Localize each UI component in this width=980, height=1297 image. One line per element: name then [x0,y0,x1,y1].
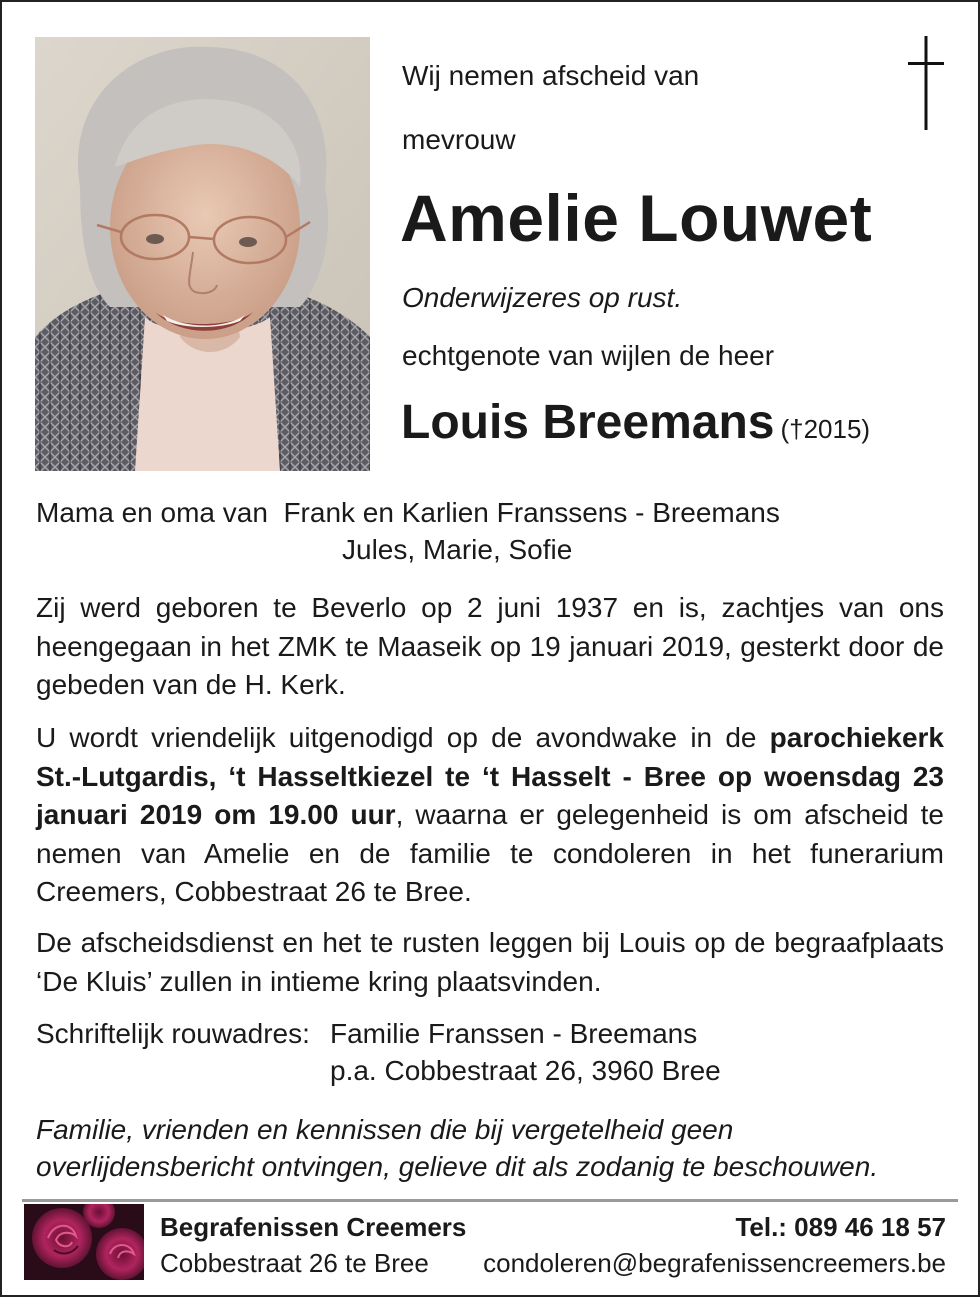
wake-paragraph [36,719,944,912]
footer-divider [22,1199,958,1202]
occupation: Onderwijzeres op rust. [402,282,683,313]
wake-intro: U wordt vriendelijk uitgenodigd op de avondwake in de [36,722,757,753]
cross-icon [906,36,946,130]
intro-line: Wij nemen afscheid van [402,60,700,91]
spouse-intro: echtgenote van wijlen de heer [402,340,775,371]
spouse-block [401,395,870,450]
wake-rest: , waarna er gelegenheid is om afscheid te nemen van Amelie en de familie te condoleren in het funerarium Creemers, Cobbestraat 26 te Bree. [36,799,944,907]
company-name: Begrafenissen Creemers [160,1212,467,1242]
family-children: Mama en oma van Frank en Karlien Franssens - Breemans [36,497,780,528]
wake-place-time: parochiekerk St.-Lutgardis, ‘t Hasseltkiezel te ‘t Hasselt - Bree op woensdag 23 januari 2019 om 19.00 uur [36,722,944,830]
company-street: Cobbestraat 26 te Bree [160,1248,429,1278]
spouse-death-year: (†2015) [780,414,871,444]
family-grandchildren: Jules, Marie, Sofie [342,534,573,565]
deceased-name: Amelie Louwet [400,181,873,255]
birth-death-paragraph: Zij werd geboren te Beverlo op 2 juni 1937 en is, zachtjes van ons heengegaan in het ZMK te Maaseik op 19 januari 2019, gesterkt door de gebeden van de H. Kerk. [36,592,944,700]
portrait-photo [35,37,370,471]
spouse-name: Louis Breemans [401,396,775,449]
notice-text: Familie, vrienden en kennissen die bij vergetelheid geen overlijdensbericht ontvingen, gelieve dit als zodanig te beschouwen. [36,1114,879,1182]
address-line1: Familie Franssen - Breemans [330,1018,698,1049]
company-phone: Tel.: 089 46 18 57 [735,1212,946,1242]
title-mevrouw: mevrouw [402,124,516,155]
service-paragraph: De afscheidsdienst en het te rusten leggen bij Louis op de begraafplaats ‘De Kluis’ zullen in intieme kring plaatsvinden. [36,927,944,997]
address-line2: p.a. Cobbestraat 26, 3960 Bree [330,1055,721,1086]
address-label: Schriftelijk rouwadres: [36,1018,310,1049]
rose-image [24,1204,144,1280]
company-email-link[interactable]: condoleren@begrafenissencreemers.be [483,1248,946,1278]
